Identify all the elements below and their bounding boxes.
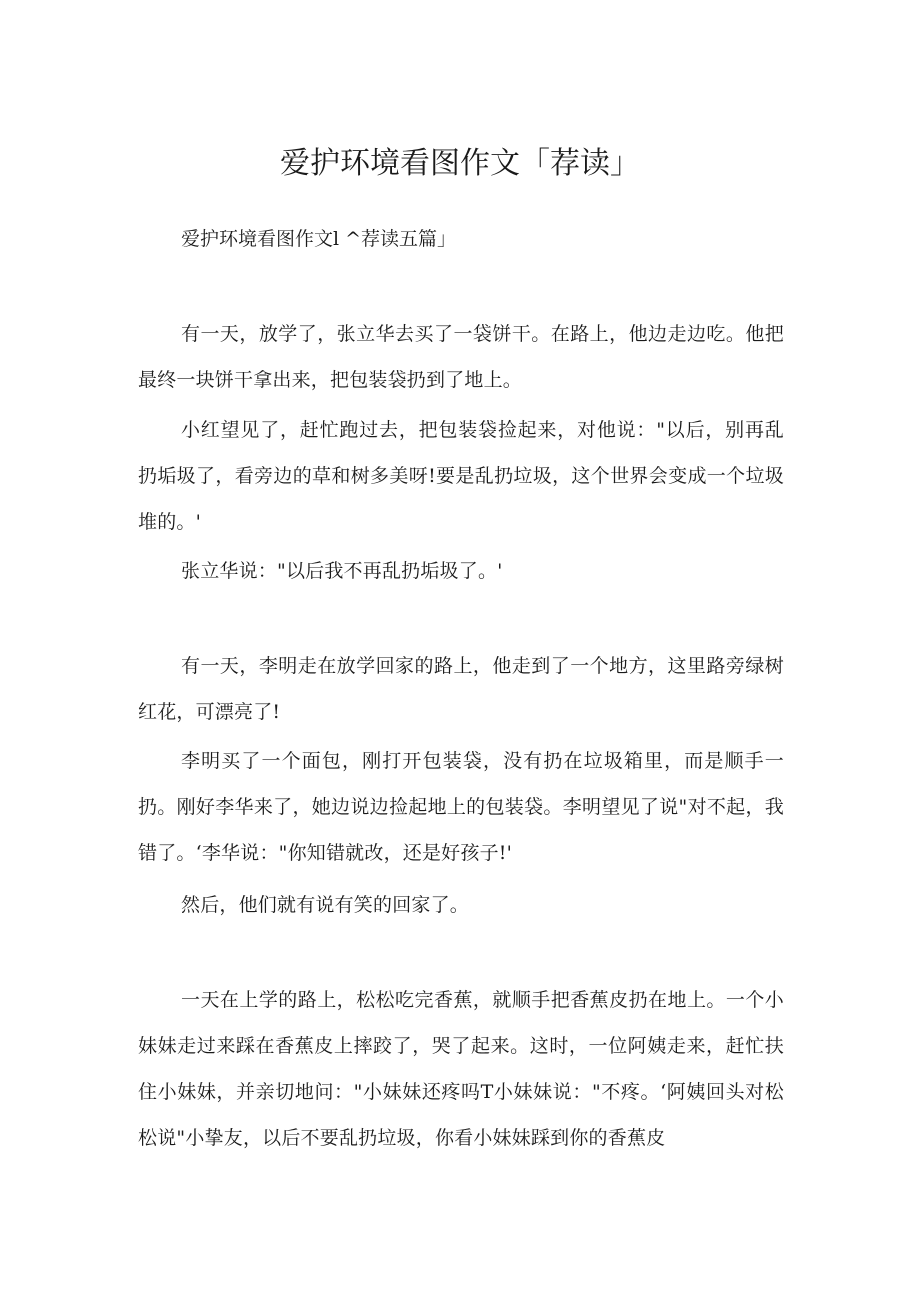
paragraph: 然后，他们就有说有笑的回家了。 xyxy=(181,894,470,916)
paragraph: 小红望见了，赶忙跑过去，把包装袋捡起来，对他说："以后，别再乱扔垢圾了，看旁边的草和树多美呀!要是乱扔垃圾，这个世界会变成一个垃圾堆的。' xyxy=(138,419,784,533)
paragraph: 张立华说："以后我不再乱扔垢圾了。' xyxy=(181,560,503,582)
paragraph: 有一天，放学了，张立华去买了一袋饼干。在路上，他边走边吃。他把最终一块饼干拿出来，把包装袋扔到了地上。 xyxy=(138,323,784,391)
document-title: 爱护环境看图作文「荐读」 xyxy=(280,146,640,181)
paragraph: 有一天，李明走在放学回家的路上，他走到了一个地方，这里路旁绿树红花，可漂亮了! xyxy=(138,655,784,723)
paragraph: 李明买了一个面包，刚打开包装袋，没有扔在垃圾箱里，而是顺手一扔。刚好李华来了，她边说边捡起地上的包装袋。李明望见了说"对不起，我错了。‘李华说："你知错就改，还是好孩子!' xyxy=(138,750,784,864)
paragraph: 一天在上学的路上，松松吃完香蕉，就顺手把香蕉皮扔在地上。一个小妹妹走过来踩在香蕉皮上摔跤了，哭了起来。这时，一位阿姨走来，赶忙扶住小妹妹，并亲切地问："小妹妹还疼吗T小妹妹说："不疼。‘阿姨回头对松松说"小挚友，以后不要乱扔垃圾，你看小妹妹踩到你的香蕉皮 xyxy=(138,989,784,1149)
document-subtitle: 爱护环境看图作文l ^荐读五篇」 xyxy=(181,228,457,250)
